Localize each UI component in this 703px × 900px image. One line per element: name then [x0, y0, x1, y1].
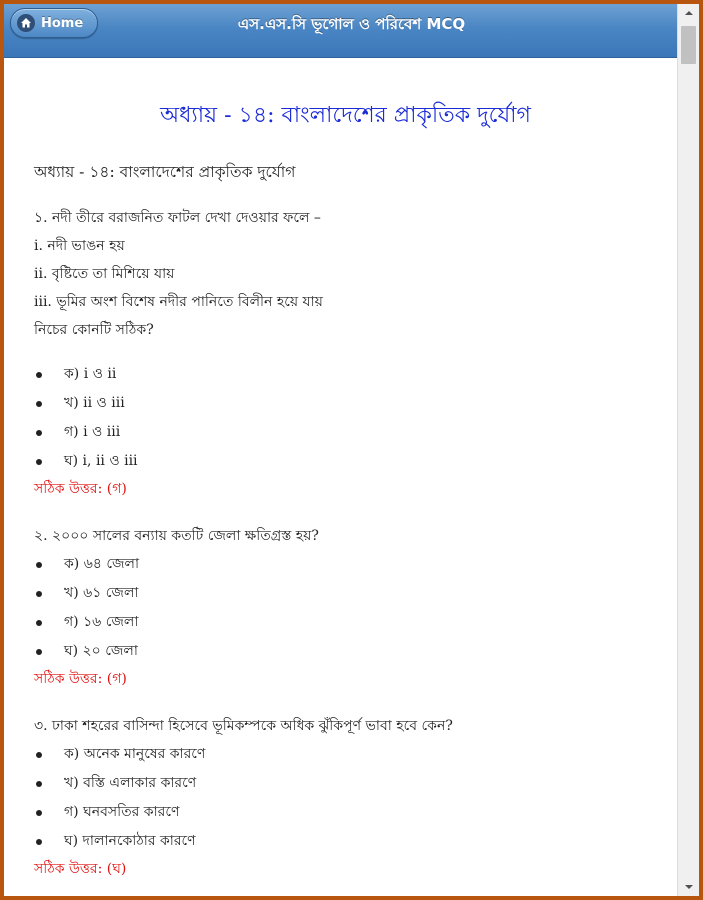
question-text: ২. ২০০০ সালের বন্যায় কতটি জেলা ক্ষতিগ্রস্ত হয়?	[34, 528, 319, 544]
option-label: ঘ) i, ii ও iii	[64, 453, 138, 469]
home-button-label: Home	[41, 15, 84, 31]
correct-answer: সঠিক উত্তর: (ঘ)	[34, 861, 127, 877]
option-item	[34, 360, 657, 389]
page-header-title: এস.এস.সি ভূগোল ও পরিবেশ MCQ	[237, 15, 466, 33]
option-item	[34, 447, 657, 476]
arrow-down-icon[interactable]	[678, 878, 699, 896]
home-button[interactable]	[10, 8, 98, 38]
option-list	[34, 740, 657, 856]
option-item	[34, 608, 657, 637]
option-item	[34, 798, 657, 827]
content-area	[4, 58, 677, 896]
bullet-icon	[36, 459, 42, 465]
home-icon	[17, 14, 35, 32]
scrollbar-thumb[interactable]	[681, 26, 696, 64]
bullet-icon	[36, 752, 42, 758]
question-1	[34, 204, 657, 502]
option-item	[34, 418, 657, 447]
option-item	[34, 637, 657, 666]
question-text: ১. নদী তীরে বরাজনিত ফাটল দেখা দেওয়ার ফলে –	[34, 210, 321, 226]
option-label: গ) ১৬ জেলা	[64, 614, 139, 630]
chapter-heading: অধ্যায় - ১৪: বাংলাদেশের প্রাকৃতিক দুর্যোগ	[160, 103, 531, 128]
option-label: ক) ৬৪ জেলা	[64, 556, 140, 572]
option-item	[34, 769, 657, 798]
question-statement: iii. ভূমির অংশ বিশেষ নদীর পানিতে বিলীন হয়ে যায়	[34, 294, 323, 310]
question-text: ৩. ঢাকা শহরের বাসিন্দা হিসেবে ভূমিকম্পকে অধিক ঝুঁকিপূর্ণ ভাবা হবে কেন?	[34, 718, 453, 734]
bullet-icon	[36, 620, 42, 626]
option-item	[34, 550, 657, 579]
option-label: ঘ) ২০ জেলা	[64, 643, 138, 659]
header-bar	[4, 4, 699, 58]
question-statement: ii. বৃষ্টিতে তা মিশিয়ে যায়	[34, 266, 175, 282]
option-item	[34, 740, 657, 769]
option-item	[34, 827, 657, 856]
chapter-subtitle: অধ্যায় - ১৪: বাংলাদেশের প্রাকৃতিক দুর্যোগ	[34, 163, 296, 181]
bullet-icon	[36, 839, 42, 845]
bullet-icon	[36, 649, 42, 655]
bullet-icon	[36, 562, 42, 568]
bullet-icon	[36, 372, 42, 378]
option-list	[34, 360, 657, 476]
option-label: ক) অনেক মানুষের কারণে	[64, 746, 206, 762]
bullet-icon	[36, 781, 42, 787]
option-label: ঘ) দালানকোঠার কারণে	[64, 833, 196, 849]
option-label: গ) ঘনবসতির কারণে	[64, 804, 180, 820]
option-label: খ) ৬১ জেলা	[64, 585, 139, 601]
bullet-icon	[36, 401, 42, 407]
question-prompt: নিচের কোনটি সঠিক?	[34, 322, 154, 338]
option-label: খ) বস্তি এলাকার কারণে	[64, 775, 197, 791]
bullet-icon	[36, 810, 42, 816]
question-statement: i. নদী ভাঙন হয়	[34, 238, 125, 254]
correct-answer: সঠিক উত্তর: (গ)	[34, 481, 127, 497]
correct-answer: সঠিক উত্তর: (গ)	[34, 671, 127, 687]
vertical-scrollbar[interactable]	[677, 4, 699, 896]
option-label: খ) ii ও iii	[64, 395, 125, 411]
option-label: ক) i ও ii	[64, 366, 117, 382]
option-item	[34, 579, 657, 608]
option-list	[34, 550, 657, 666]
option-label: গ) i ও iii	[64, 424, 121, 440]
arrow-up-icon[interactable]	[678, 4, 699, 22]
option-item	[34, 389, 657, 418]
bullet-icon	[36, 430, 42, 436]
question-3	[34, 712, 657, 882]
question-2	[34, 522, 657, 692]
bullet-icon	[36, 591, 42, 597]
